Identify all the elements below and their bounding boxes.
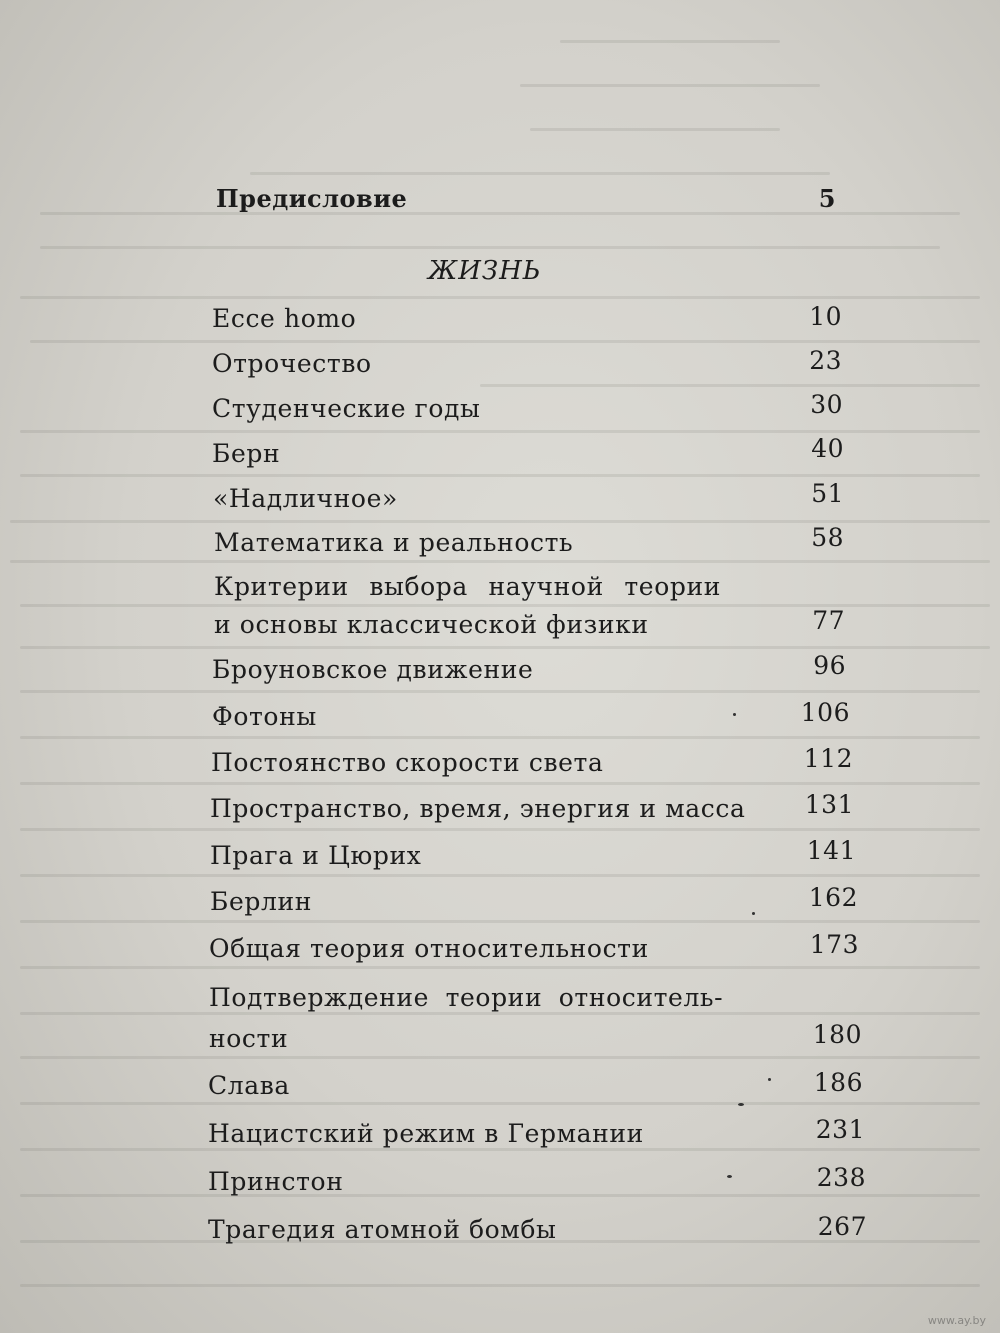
- toc-page-number: 5: [818, 184, 836, 213]
- toc-page-number: 162: [808, 883, 858, 912]
- toc-page-number: 51: [811, 479, 844, 508]
- toc-entry-title: Общая теория относительности: [209, 934, 649, 963]
- toc-page-number: 58: [811, 523, 844, 552]
- toc-entry-title: Ecce homo: [212, 304, 357, 333]
- toc-entry-title: Прага и Цюрих: [210, 841, 422, 870]
- toc-entry-title: Постоянство скорости света: [211, 748, 604, 777]
- ink-speck: [752, 912, 755, 915]
- toc-entry-title-continued: ности: [209, 1024, 289, 1053]
- toc-entry-title: Броуновское движение: [212, 655, 534, 684]
- ink-speck: [727, 1175, 732, 1178]
- toc-page-number: 238: [816, 1163, 866, 1192]
- toc-entry-title: Слава: [208, 1071, 290, 1100]
- toc-entry-title: Пространство, время, энергия и масса: [210, 794, 746, 823]
- toc-entry-title: Подтверждение теории относитель-: [209, 983, 724, 1012]
- toc-page-number: 106: [800, 698, 850, 727]
- toc-page-number: 77: [812, 606, 845, 635]
- toc-entry-title: Трагедия атомной бомбы: [208, 1215, 557, 1244]
- toc-page-number: 231: [815, 1115, 865, 1144]
- toc-entry-title: Нацистский режим в Германии: [208, 1119, 644, 1148]
- toc-entry-title: Фотоны: [212, 702, 317, 731]
- toc-entry-title: Отрочество: [212, 349, 372, 378]
- toc-entry-title: Предисловие: [216, 184, 408, 213]
- toc-entry-title-continued: и основы классической физики: [214, 610, 649, 639]
- toc-page-number: 23: [809, 346, 842, 375]
- toc-entry-preface: [216, 184, 836, 213]
- toc-entry-title: Берлин: [210, 887, 312, 916]
- toc-page-number: 112: [803, 744, 853, 773]
- toc-page-number: 10: [809, 302, 842, 331]
- toc-page-number: 267: [817, 1212, 867, 1241]
- toc-entry-title: Берн: [212, 439, 281, 468]
- toc-page-number: 30: [810, 390, 843, 419]
- toc-page-number: 186: [813, 1068, 863, 1097]
- toc-entry-title: «Надличное»: [213, 484, 398, 513]
- toc-page-number: 131: [804, 790, 854, 819]
- toc-page-number: 96: [813, 651, 846, 680]
- section-heading: ЖИЗНЬ: [428, 256, 542, 286]
- toc-page-number: 180: [812, 1020, 862, 1049]
- toc-page-number: 40: [811, 434, 844, 463]
- toc-page-number: 173: [809, 930, 859, 959]
- toc-entry-title: Принстон: [208, 1167, 344, 1196]
- ink-speck: [768, 1078, 771, 1081]
- ink-speck: [733, 713, 736, 716]
- toc-entry-title: Математика и реальность: [214, 528, 574, 557]
- watermark: www.ay.by: [927, 1314, 986, 1327]
- toc-page-number: 141: [806, 836, 856, 865]
- toc-entry-title: Студенческие годы: [212, 394, 481, 423]
- ink-speck: [738, 1103, 744, 1106]
- toc-entry-title: Критерии выбора научной теории: [214, 572, 721, 601]
